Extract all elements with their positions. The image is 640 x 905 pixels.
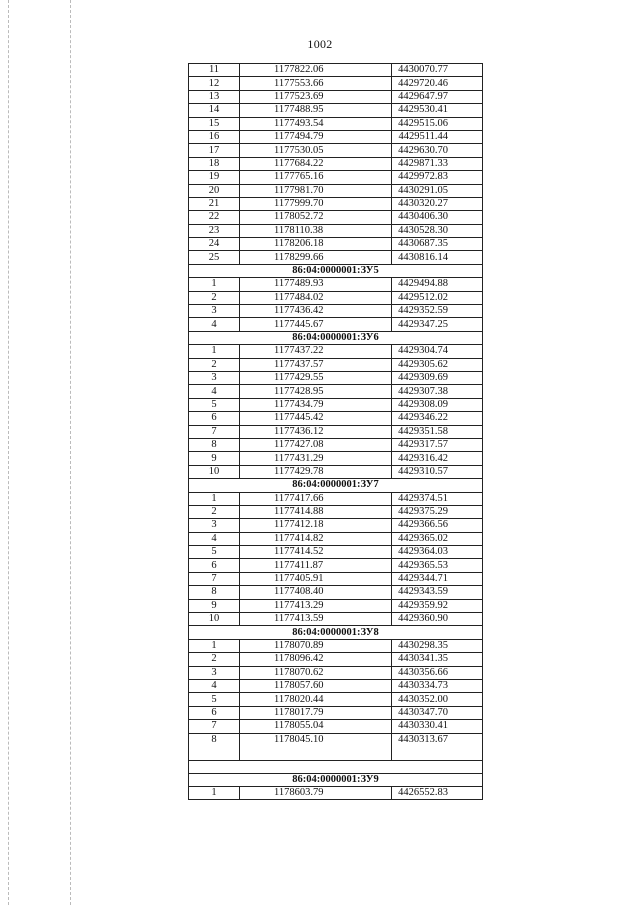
table-row: [189, 492, 483, 505]
y-coordinate-cell: 4430313.67: [392, 733, 483, 760]
point-number-cell: 24: [189, 238, 240, 251]
y-coordinate-cell: 4429530.41: [392, 104, 483, 117]
point-number-cell: 16: [189, 130, 240, 143]
table-row: [189, 786, 483, 799]
point-number-cell: 4: [189, 532, 240, 545]
y-coordinate-cell: 4429343.59: [392, 586, 483, 599]
point-number-cell: 8: [189, 733, 240, 760]
x-coordinate-cell: 1177493.54: [240, 117, 392, 130]
table-row: [189, 546, 483, 559]
x-coordinate-cell: 1178206.18: [240, 238, 392, 251]
point-number-cell: 9: [189, 452, 240, 465]
y-coordinate-cell: 4430298.35: [392, 639, 483, 652]
x-coordinate-cell: 1177445.67: [240, 318, 392, 331]
table-row: [189, 90, 483, 103]
x-coordinate-cell: 1178052.72: [240, 211, 392, 224]
x-coordinate-cell: 1177437.57: [240, 358, 392, 371]
point-number-cell: 5: [189, 546, 240, 559]
point-number-cell: 6: [189, 559, 240, 572]
x-coordinate-cell: 1178299.66: [240, 251, 392, 264]
y-coordinate-cell: 4429310.57: [392, 465, 483, 478]
point-number-cell: 3: [189, 666, 240, 679]
table-row: [189, 211, 483, 224]
y-coordinate-cell: 4429308.09: [392, 398, 483, 411]
y-coordinate-cell: 4429351.58: [392, 425, 483, 438]
x-coordinate-cell: 1177684.22: [240, 157, 392, 170]
x-coordinate-cell: 1177408.40: [240, 586, 392, 599]
point-number-cell: 3: [189, 305, 240, 318]
point-number-cell: 6: [189, 706, 240, 719]
point-number-cell: 7: [189, 425, 240, 438]
parcel-id-header: 86:04:0000001:ЗУ7: [189, 479, 483, 492]
point-number-cell: 23: [189, 224, 240, 237]
x-coordinate-cell: 1177488.95: [240, 104, 392, 117]
point-number-cell: 4: [189, 679, 240, 692]
x-coordinate-cell: 1178070.89: [240, 639, 392, 652]
y-coordinate-cell: 4430528.30: [392, 224, 483, 237]
y-coordinate-cell: 4430341.35: [392, 653, 483, 666]
page-number: 1002: [307, 37, 333, 51]
y-coordinate-cell: 4429360.90: [392, 613, 483, 626]
spacer-row: [189, 760, 483, 773]
section-header-row: [189, 479, 483, 492]
point-number-cell: 2: [189, 291, 240, 304]
point-number-cell: 8: [189, 438, 240, 451]
y-coordinate-cell: 4429307.38: [392, 385, 483, 398]
x-coordinate-cell: 1177405.91: [240, 572, 392, 585]
y-coordinate-cell: 4429304.74: [392, 345, 483, 358]
table-row: [189, 465, 483, 478]
table-row: [189, 733, 483, 760]
table-row: [189, 278, 483, 291]
table-row: [189, 666, 483, 679]
y-coordinate-cell: 4430330.41: [392, 720, 483, 733]
point-number-cell: 6: [189, 412, 240, 425]
point-number-cell: 1: [189, 786, 240, 799]
x-coordinate-cell: 1178017.79: [240, 706, 392, 719]
point-number-cell: 13: [189, 90, 240, 103]
table-row: [189, 639, 483, 652]
table-row: [189, 532, 483, 545]
y-coordinate-cell: 4429317.57: [392, 438, 483, 451]
table-row: [189, 318, 483, 331]
table-row: [189, 157, 483, 170]
point-number-cell: 7: [189, 720, 240, 733]
y-coordinate-cell: 4429352.59: [392, 305, 483, 318]
y-coordinate-cell: 4429347.25: [392, 318, 483, 331]
x-coordinate-cell: 1177413.59: [240, 613, 392, 626]
table-row: [189, 171, 483, 184]
x-coordinate-cell: 1177427.08: [240, 438, 392, 451]
point-number-cell: 4: [189, 318, 240, 331]
x-coordinate-cell: 1177412.18: [240, 519, 392, 532]
y-coordinate-cell: 4430687.35: [392, 238, 483, 251]
coordinates-table-body: [189, 64, 483, 800]
table-row: [189, 720, 483, 733]
x-coordinate-cell: 1178070.62: [240, 666, 392, 679]
table-row: [189, 345, 483, 358]
scan-edge-left: [8, 0, 9, 905]
x-coordinate-cell: 1178020.44: [240, 693, 392, 706]
point-number-cell: 17: [189, 144, 240, 157]
table-row: [189, 438, 483, 451]
point-number-cell: 22: [189, 211, 240, 224]
section-header-row: [189, 264, 483, 277]
table-row: [189, 358, 483, 371]
x-coordinate-cell: 1177411.87: [240, 559, 392, 572]
y-coordinate-cell: 4430320.27: [392, 197, 483, 210]
y-coordinate-cell: 4429647.97: [392, 90, 483, 103]
x-coordinate-cell: 1177765.16: [240, 171, 392, 184]
point-number-cell: 2: [189, 653, 240, 666]
y-coordinate-cell: 4429365.53: [392, 559, 483, 572]
table-row: [189, 144, 483, 157]
section-header-row: [189, 626, 483, 639]
section-header-row: [189, 773, 483, 786]
table-row: [189, 385, 483, 398]
parcel-id-header: 86:04:0000001:ЗУ5: [189, 264, 483, 277]
table-row: [189, 452, 483, 465]
table-row: [189, 599, 483, 612]
y-coordinate-cell: 4429309.69: [392, 371, 483, 384]
table-row: [189, 693, 483, 706]
y-coordinate-cell: 4429494.88: [392, 278, 483, 291]
y-coordinate-cell: 4429344.71: [392, 572, 483, 585]
point-number-cell: 20: [189, 184, 240, 197]
table-row: [189, 104, 483, 117]
x-coordinate-cell: 1178045.10: [240, 733, 392, 760]
parcel-id-header: 86:04:0000001:ЗУ6: [189, 331, 483, 344]
y-coordinate-cell: 4429305.62: [392, 358, 483, 371]
x-coordinate-cell: 1177414.88: [240, 505, 392, 518]
table-row: [189, 706, 483, 719]
point-number-cell: 5: [189, 398, 240, 411]
y-coordinate-cell: 4429366.56: [392, 519, 483, 532]
x-coordinate-cell: 1177414.52: [240, 546, 392, 559]
point-number-cell: 25: [189, 251, 240, 264]
table-row: [189, 559, 483, 572]
x-coordinate-cell: 1178603.79: [240, 786, 392, 799]
x-coordinate-cell: 1177429.55: [240, 371, 392, 384]
table-row: [189, 184, 483, 197]
point-number-cell: 9: [189, 599, 240, 612]
point-number-cell: 18: [189, 157, 240, 170]
x-coordinate-cell: 1177484.02: [240, 291, 392, 304]
y-coordinate-cell: 4429374.51: [392, 492, 483, 505]
y-coordinate-cell: 4430816.14: [392, 251, 483, 264]
x-coordinate-cell: 1177414.82: [240, 532, 392, 545]
x-coordinate-cell: 1177417.66: [240, 492, 392, 505]
x-coordinate-cell: 1177434.79: [240, 398, 392, 411]
y-coordinate-cell: 4429720.46: [392, 77, 483, 90]
x-coordinate-cell: 1177437.22: [240, 345, 392, 358]
section-header-row: [189, 331, 483, 344]
table-row: [189, 653, 483, 666]
table-row: [189, 572, 483, 585]
point-number-cell: 14: [189, 104, 240, 117]
x-coordinate-cell: 1177445.42: [240, 412, 392, 425]
y-coordinate-cell: 4430347.70: [392, 706, 483, 719]
table-row: [189, 305, 483, 318]
x-coordinate-cell: 1178055.04: [240, 720, 392, 733]
parcel-id-header: 86:04:0000001:ЗУ8: [189, 626, 483, 639]
x-coordinate-cell: 1178057.60: [240, 679, 392, 692]
table-row: [189, 77, 483, 90]
y-coordinate-cell: 4430356.66: [392, 666, 483, 679]
y-coordinate-cell: 4429630.70: [392, 144, 483, 157]
x-coordinate-cell: 1177489.93: [240, 278, 392, 291]
parcel-id-header: 86:04:0000001:ЗУ9: [189, 773, 483, 786]
x-coordinate-cell: 1177436.42: [240, 305, 392, 318]
x-coordinate-cell: 1177429.78: [240, 465, 392, 478]
x-coordinate-cell: 1177981.70: [240, 184, 392, 197]
x-coordinate-cell: 1177999.70: [240, 197, 392, 210]
table-row: [189, 291, 483, 304]
table-row: [189, 64, 483, 77]
point-number-cell: 3: [189, 371, 240, 384]
x-coordinate-cell: 1177436.12: [240, 425, 392, 438]
x-coordinate-cell: 1178110.38: [240, 224, 392, 237]
x-coordinate-cell: 1177822.06: [240, 64, 392, 77]
x-coordinate-cell: 1177428.95: [240, 385, 392, 398]
table-row: [189, 425, 483, 438]
point-number-cell: 2: [189, 505, 240, 518]
point-number-cell: 7: [189, 572, 240, 585]
y-coordinate-cell: 4429515.06: [392, 117, 483, 130]
y-coordinate-cell: 4429346.22: [392, 412, 483, 425]
table-row: [189, 197, 483, 210]
y-coordinate-cell: 4429364.03: [392, 546, 483, 559]
x-coordinate-cell: 1177431.29: [240, 452, 392, 465]
point-number-cell: 2: [189, 358, 240, 371]
table-row: [189, 224, 483, 237]
point-number-cell: 3: [189, 519, 240, 532]
y-coordinate-cell: 4430291.05: [392, 184, 483, 197]
spacer-cell: [189, 760, 483, 773]
table-row: [189, 371, 483, 384]
point-number-cell: 10: [189, 613, 240, 626]
point-number-cell: 8: [189, 586, 240, 599]
point-number-cell: 11: [189, 64, 240, 77]
x-coordinate-cell: 1177530.05: [240, 144, 392, 157]
x-coordinate-cell: 1177413.29: [240, 599, 392, 612]
table-row: [189, 130, 483, 143]
point-number-cell: 10: [189, 465, 240, 478]
table-row: [189, 586, 483, 599]
table-row: [189, 412, 483, 425]
table-row: [189, 505, 483, 518]
point-number-cell: 15: [189, 117, 240, 130]
y-coordinate-cell: 4430352.00: [392, 693, 483, 706]
y-coordinate-cell: 4430334.73: [392, 679, 483, 692]
y-coordinate-cell: 4429512.02: [392, 291, 483, 304]
table-row: [189, 251, 483, 264]
y-coordinate-cell: 4429972.83: [392, 171, 483, 184]
point-number-cell: 1: [189, 345, 240, 358]
table-row: [189, 613, 483, 626]
y-coordinate-cell: 4429511.44: [392, 130, 483, 143]
table-row: [189, 398, 483, 411]
y-coordinate-cell: 4429375.29: [392, 505, 483, 518]
point-number-cell: 1: [189, 278, 240, 291]
table-row: [189, 238, 483, 251]
point-number-cell: 4: [189, 385, 240, 398]
point-number-cell: 21: [189, 197, 240, 210]
table-row: [189, 679, 483, 692]
x-coordinate-cell: 1177494.79: [240, 130, 392, 143]
x-coordinate-cell: 1177523.69: [240, 90, 392, 103]
y-coordinate-cell: 4430070.77: [392, 64, 483, 77]
x-coordinate-cell: 1177553.66: [240, 77, 392, 90]
point-number-cell: 1: [189, 639, 240, 652]
table-row: [189, 117, 483, 130]
point-number-cell: 5: [189, 693, 240, 706]
y-coordinate-cell: 4429316.42: [392, 452, 483, 465]
coordinates-table: [188, 63, 483, 800]
y-coordinate-cell: 4429871.33: [392, 157, 483, 170]
point-number-cell: 19: [189, 171, 240, 184]
point-number-cell: 1: [189, 492, 240, 505]
x-coordinate-cell: 1178096.42: [240, 653, 392, 666]
y-coordinate-cell: 4429359.92: [392, 599, 483, 612]
scan-margin-line: [70, 0, 71, 905]
point-number-cell: 12: [189, 77, 240, 90]
y-coordinate-cell: 4430406.30: [392, 211, 483, 224]
table-row: [189, 519, 483, 532]
y-coordinate-cell: 4426552.83: [392, 786, 483, 799]
y-coordinate-cell: 4429365.02: [392, 532, 483, 545]
